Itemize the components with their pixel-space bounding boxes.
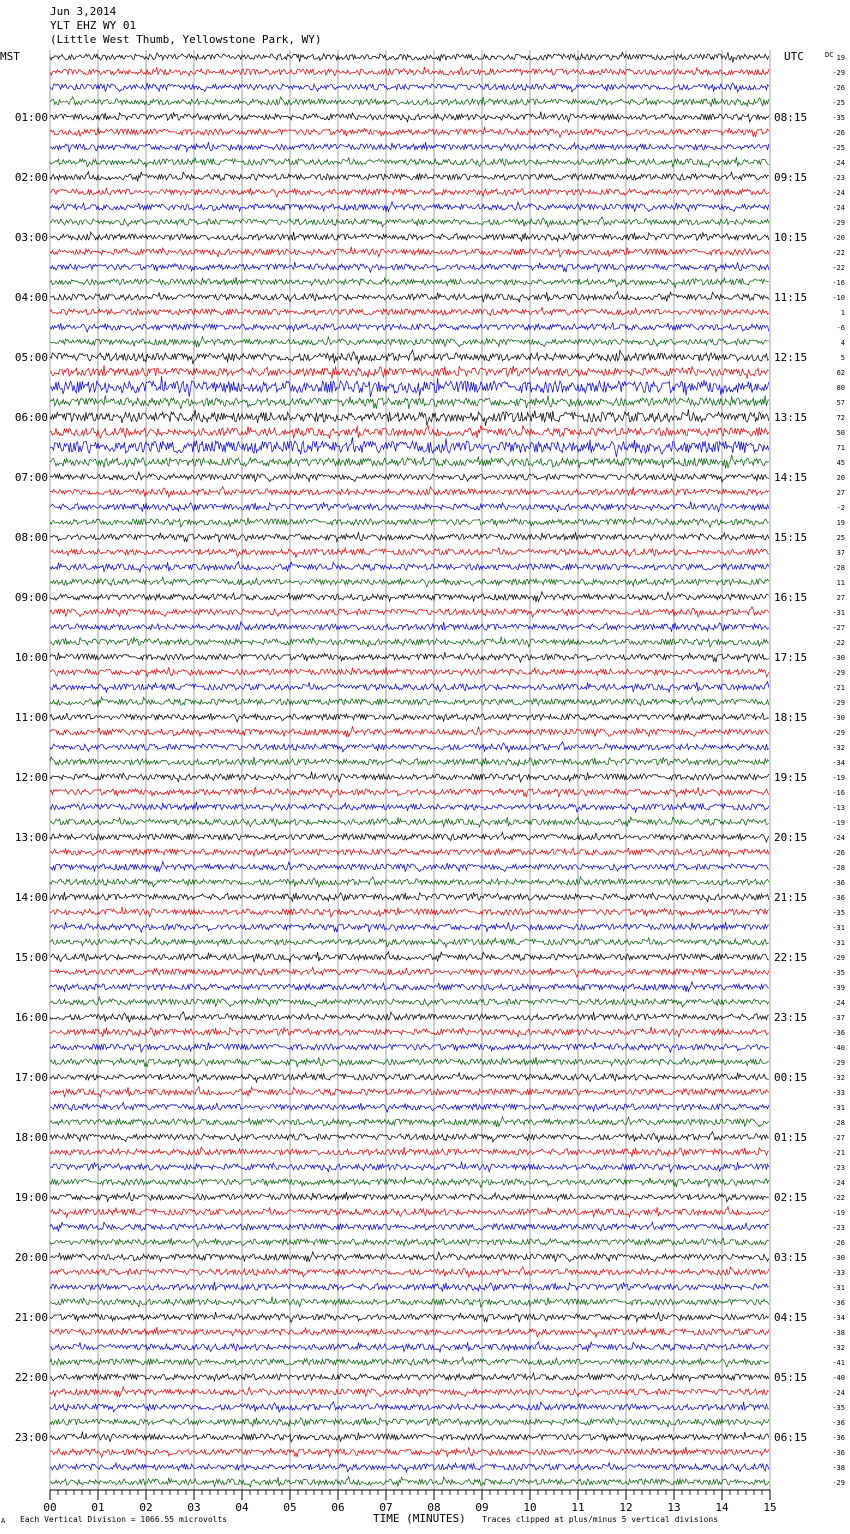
dc-offset-value: -30 <box>832 714 845 722</box>
dc-offset-value: -26 <box>832 849 845 857</box>
trace-row <box>50 365 769 379</box>
trace-row <box>50 1177 769 1187</box>
right-hour-label: 22:15 <box>774 951 808 964</box>
dc-offset-value: -35 <box>832 1404 845 1412</box>
x-tick-label: 08 <box>427 1501 441 1514</box>
trace-row <box>50 922 769 932</box>
trace-row <box>50 697 769 706</box>
dc-offset-value: -27 <box>832 1134 845 1142</box>
trace-row <box>50 502 769 512</box>
trace-row <box>50 487 769 497</box>
dc-offset-value: -24 <box>832 834 845 842</box>
trace-row <box>50 472 769 482</box>
left-hour-label: 04:00 <box>14 291 48 304</box>
dc-offset-value: -6 <box>836 324 845 332</box>
trace-row <box>50 1027 769 1038</box>
trace-row <box>50 97 769 107</box>
trace-row <box>50 1447 769 1457</box>
trace-row <box>50 952 769 962</box>
dc-offset-value: -24 <box>832 189 845 197</box>
right-hour-label: 12:15 <box>774 351 808 364</box>
dc-offset-value: 37 <box>836 549 845 557</box>
trace-row <box>50 323 769 332</box>
trace-row <box>50 1222 769 1231</box>
dc-offset-value: 5 <box>840 354 845 362</box>
trace-row <box>50 848 769 856</box>
dc-offset-value: -33 <box>832 1269 845 1277</box>
x-tick-label: 03 <box>187 1501 201 1514</box>
dc-offset-value: 71 <box>836 444 845 452</box>
left-hour-label: 06:00 <box>14 411 48 424</box>
left-hour-label: 16:00 <box>14 1011 48 1024</box>
dc-offset-value: -22 <box>832 639 845 647</box>
dc-offset-value: -28 <box>832 864 845 872</box>
trace-row <box>50 1342 769 1352</box>
right-timezone-label: UTC <box>784 50 804 63</box>
dc-offset-value: 1 <box>840 309 845 317</box>
trace-row <box>50 1373 769 1381</box>
left-hour-label: 14:00 <box>14 891 48 904</box>
x-tick-label: 13 <box>667 1501 681 1514</box>
dc-offset-value: -28 <box>832 1119 845 1127</box>
x-axis <box>43 1490 776 1514</box>
trace-row <box>50 892 769 902</box>
trace-row <box>50 802 769 812</box>
right-hour-label: 09:15 <box>774 171 808 184</box>
trace-row <box>50 532 769 542</box>
trace-row <box>50 742 769 752</box>
dc-offset-value: -26 <box>832 129 845 137</box>
dc-offset-value: -35 <box>832 909 845 917</box>
left-hour-label: 15:00 <box>14 951 48 964</box>
dc-offset-value: -29 <box>832 669 845 677</box>
dc-offset-value: -40 <box>832 1044 845 1052</box>
right-hour-label: 03:15 <box>774 1251 808 1264</box>
dc-offset-value: -34 <box>832 1314 845 1322</box>
x-tick-label: 04 <box>235 1501 249 1514</box>
trace-row <box>50 937 769 947</box>
trace-row <box>50 337 769 347</box>
dc-offset-value: -40 <box>832 1374 845 1382</box>
trace-row <box>50 292 769 302</box>
trace-row <box>50 652 769 662</box>
dc-offset-value: -35 <box>832 114 845 122</box>
dc-offset-value: -37 <box>832 1014 845 1022</box>
right-hour-label: 19:15 <box>774 771 808 784</box>
dc-offset-value: -25 <box>832 99 845 107</box>
dc-offset-value: -23 <box>832 174 845 182</box>
trace-row <box>50 1387 769 1397</box>
trace-row <box>50 967 769 977</box>
trace-row <box>50 713 769 722</box>
right-hour-label: 01:15 <box>774 1131 808 1144</box>
x-tick-label: 02 <box>139 1501 153 1514</box>
dc-offset-value: 4 <box>840 339 845 347</box>
dc-offset-value: -22 <box>832 249 845 257</box>
right-hour-label: 00:15 <box>774 1071 808 1084</box>
trace-row <box>50 425 769 439</box>
trace-row <box>50 1297 769 1308</box>
trace-row <box>50 1238 769 1247</box>
trace-row <box>50 1282 769 1292</box>
trace-row <box>50 83 769 92</box>
plot-date: Jun 3,2014 <box>50 5 117 18</box>
trace-row <box>50 1132 769 1142</box>
trace-row <box>50 622 769 632</box>
dc-offset-value: -38 <box>832 1329 845 1337</box>
trace-row <box>50 637 769 648</box>
dc-offset-value: -26 <box>832 1239 845 1247</box>
trace-row <box>50 455 769 469</box>
x-tick-label: 00 <box>43 1501 57 1514</box>
dc-offset-value: -22 <box>832 1194 845 1202</box>
x-tick-label: 15 <box>763 1501 777 1514</box>
trace-row <box>50 907 769 917</box>
dc-offset-value: 50 <box>836 429 845 437</box>
dc-offset-value: -39 <box>832 984 845 992</box>
x-tick-label: 06 <box>331 1501 345 1514</box>
dc-offset-value: -30 <box>832 1254 845 1262</box>
dc-offset-value: 27 <box>836 489 845 497</box>
dc-offset-value: 20 <box>836 474 845 482</box>
x-tick-label: 14 <box>715 1501 729 1514</box>
clip-note: Traces clipped at plus/minus 5 vertical divisions <box>482 1515 719 1524</box>
dc-offset-value: 80 <box>836 384 845 392</box>
trace-row <box>50 727 769 737</box>
trace-row <box>50 232 769 242</box>
left-timezone-label: MST <box>0 50 20 63</box>
left-hour-label: 13:00 <box>14 831 48 844</box>
dc-offset-value: -36 <box>832 1449 845 1457</box>
trace-row <box>50 592 769 602</box>
trace-row <box>50 817 769 827</box>
right-hour-label: 02:15 <box>774 1191 808 1204</box>
right-hour-label: 23:15 <box>774 1011 808 1024</box>
dc-offset-value: -27 <box>832 624 845 632</box>
dc-offset-value: -31 <box>832 1104 845 1112</box>
dc-offset-value: -10 <box>832 294 845 302</box>
right-hour-label: 05:15 <box>774 1371 808 1384</box>
dc-offset-value: -25 <box>832 144 845 152</box>
trace-row <box>50 1432 769 1442</box>
dc-offset-value: -36 <box>832 1434 845 1442</box>
trace-row <box>50 395 769 409</box>
dc-offset-value: -36 <box>832 894 845 902</box>
right-hour-label: 10:15 <box>774 231 808 244</box>
dc-offset-value: -21 <box>832 1149 845 1157</box>
left-hour-label: 01:00 <box>14 111 48 124</box>
dc-offset-value: -20 <box>832 234 845 242</box>
right-hour-label: 13:15 <box>774 411 808 424</box>
dc-offset-value: 62 <box>836 369 845 377</box>
trace-row <box>50 607 769 617</box>
dc-offset-value: -22 <box>832 264 845 272</box>
dc-offset-value: -31 <box>832 1284 845 1292</box>
trace-row <box>50 262 769 272</box>
trace-row <box>50 667 769 677</box>
trace-row <box>50 1147 769 1157</box>
dc-offset-value: -32 <box>832 1344 845 1352</box>
dc-offset-value: 25 <box>836 534 845 542</box>
trace-row <box>50 1207 769 1218</box>
left-hour-label: 11:00 <box>14 711 48 724</box>
dc-offset-value: -24 <box>832 204 845 212</box>
right-hour-label: 11:15 <box>774 291 808 304</box>
dc-offset-value: -16 <box>832 279 845 287</box>
right-hour-label: 21:15 <box>774 891 808 904</box>
station-location: (Little West Thumb, Yellowstone Park, WY) <box>50 33 322 46</box>
trace-row <box>50 1267 769 1277</box>
dc-offset-value: -24 <box>832 1389 845 1397</box>
right-hour-label: 17:15 <box>774 651 808 664</box>
dc-offset-value: -36 <box>832 1029 845 1037</box>
dc-offset-value: -19 <box>832 774 845 782</box>
trace-row <box>50 188 769 197</box>
dc-offset-value: -34 <box>832 759 845 767</box>
right-hour-label: 04:15 <box>774 1311 808 1324</box>
trace-row <box>50 517 769 527</box>
dc-offset-value: 27 <box>836 594 845 602</box>
dc-offset-value: -29 <box>832 954 845 962</box>
dc-offset-value: -23 <box>832 1224 845 1232</box>
trace-row <box>50 577 769 587</box>
dc-offset-value: -30 <box>832 654 845 662</box>
trace-row <box>50 562 769 572</box>
x-tick-label: 09 <box>475 1501 489 1514</box>
left-hour-label: 23:00 <box>14 1431 48 1444</box>
dc-offset-value: -13 <box>832 804 845 812</box>
left-hour-label: 07:00 <box>14 471 48 484</box>
trace-row <box>50 127 769 137</box>
dc-offset-value: 72 <box>836 414 845 422</box>
dc-offset-value: 11 <box>836 579 845 587</box>
dc-offset-value: -21 <box>832 684 845 692</box>
dc-offset-value: -36 <box>832 1299 845 1307</box>
trace-row <box>50 142 769 152</box>
trace-row <box>50 862 769 872</box>
trace-row <box>50 1057 769 1067</box>
dc-offset-value: -36 <box>832 879 845 887</box>
dc-offset-value: -29 <box>832 729 845 737</box>
dc-offset-value: -28 <box>832 564 845 572</box>
trace-row <box>50 982 769 992</box>
trace-row <box>50 52 769 62</box>
x-tick-label: 01 <box>91 1501 105 1514</box>
trace-row <box>50 682 769 693</box>
dc-offset-value: -29 <box>832 219 845 227</box>
left-hour-label: 03:00 <box>14 231 48 244</box>
trace-row <box>50 787 769 797</box>
trace-row <box>50 409 769 425</box>
trace-row <box>50 67 769 76</box>
dc-offset-value: -31 <box>832 924 845 932</box>
trace-row <box>50 247 769 258</box>
seismic-traces <box>50 52 769 1487</box>
dc-offset-value: -36 <box>832 1419 845 1427</box>
dc-offset-value: -19 <box>832 1209 845 1217</box>
right-hour-label: 15:15 <box>774 531 808 544</box>
left-hour-label: 12:00 <box>14 771 48 784</box>
right-hour-label: 16:15 <box>774 591 808 604</box>
trace-row <box>50 157 769 167</box>
dc-offset-value: 45 <box>836 459 845 467</box>
right-hour-label: 20:15 <box>774 831 808 844</box>
trace-row <box>50 1192 769 1202</box>
x-axis-title: TIME (MINUTES) <box>373 1512 466 1525</box>
left-hour-label: 09:00 <box>14 591 48 604</box>
footer-mark: A <box>1 1517 6 1525</box>
trace-row <box>50 1117 769 1127</box>
trace-row <box>50 1327 769 1337</box>
dc-offset-value: -29 <box>832 1479 845 1487</box>
left-hour-label: 05:00 <box>14 351 48 364</box>
right-hour-labels <box>774 111 807 1444</box>
left-hour-label: 22:00 <box>14 1371 48 1384</box>
dc-offset-labels <box>832 54 845 1487</box>
dc-offset-value: -33 <box>832 1089 845 1097</box>
trace-row <box>50 1477 769 1487</box>
dc-offset-value: -38 <box>832 1464 845 1472</box>
trace-row <box>50 1072 769 1082</box>
dc-offset-value: -41 <box>832 1359 845 1367</box>
dc-offset-value: -31 <box>832 609 845 617</box>
dc-offset-value: -32 <box>832 744 845 752</box>
right-hour-label: 14:15 <box>774 471 808 484</box>
trace-row <box>50 112 769 123</box>
trace-row <box>50 202 769 212</box>
scale-note: Each Vertical Division = 1066.55 microvolts <box>20 1515 228 1524</box>
trace-row <box>50 757 769 767</box>
dc-offset-value: -32 <box>832 1074 845 1082</box>
trace-row <box>50 832 769 842</box>
left-hour-label: 19:00 <box>14 1191 48 1204</box>
trace-row <box>50 1012 769 1022</box>
trace-row <box>50 1312 769 1322</box>
x-tick-label: 07 <box>379 1501 393 1514</box>
trace-row <box>50 1087 769 1097</box>
dc-offset-value: -24 <box>832 159 845 167</box>
dc-offset-header: DC <box>825 51 834 59</box>
dc-offset-value: -2 <box>836 504 845 512</box>
left-hour-labels <box>15 111 48 1444</box>
trace-row <box>50 307 769 316</box>
left-hour-label: 21:00 <box>14 1311 48 1324</box>
trace-row <box>50 997 769 1007</box>
right-hour-label: 06:15 <box>774 1431 808 1444</box>
trace-row <box>50 217 769 227</box>
trace-row <box>50 877 769 887</box>
dc-offset-value: 19 <box>836 54 845 62</box>
trace-row <box>50 1462 769 1472</box>
trace-row <box>50 772 769 783</box>
trace-row <box>50 172 769 182</box>
right-hour-label: 08:15 <box>774 111 808 124</box>
dc-offset-value: 19 <box>836 519 845 527</box>
trace-row <box>50 1162 769 1173</box>
left-hour-label: 20:00 <box>14 1251 48 1264</box>
trace-row <box>50 1102 769 1112</box>
trace-row <box>50 350 769 364</box>
x-tick-label: 12 <box>619 1501 633 1514</box>
dc-offset-value: -29 <box>832 69 845 77</box>
dc-offset-value: -16 <box>832 789 845 797</box>
dc-offset-value: -35 <box>832 969 845 977</box>
dc-offset-value: -31 <box>832 939 845 947</box>
left-hour-label: 18:00 <box>14 1131 48 1144</box>
left-hour-label: 08:00 <box>14 531 48 544</box>
trace-row <box>50 1402 769 1412</box>
trace-row <box>50 1357 769 1367</box>
trace-row <box>50 376 769 397</box>
left-hour-label: 10:00 <box>14 651 48 664</box>
x-tick-label: 11 <box>571 1501 585 1514</box>
trace-row <box>50 1417 769 1427</box>
dc-offset-value: -23 <box>832 1164 845 1172</box>
dc-offset-value: -26 <box>832 84 845 92</box>
trace-row <box>50 1042 769 1052</box>
dc-offset-value: -29 <box>832 1059 845 1067</box>
left-hour-label: 17:00 <box>14 1071 48 1084</box>
x-tick-label: 05 <box>283 1501 297 1514</box>
trace-row <box>50 1252 769 1262</box>
trace-row <box>50 547 769 557</box>
dc-offset-value: -19 <box>832 819 845 827</box>
dc-offset-value: -29 <box>832 699 845 707</box>
left-hour-label: 02:00 <box>14 171 48 184</box>
trace-row <box>50 437 769 457</box>
trace-row <box>50 277 769 287</box>
right-hour-label: 18:15 <box>774 711 808 724</box>
station-code: YLT EHZ WY 01 <box>50 19 137 32</box>
x-tick-label: 10 <box>523 1501 537 1514</box>
dc-offset-value: 57 <box>836 399 845 407</box>
dc-offset-value: -24 <box>832 1179 845 1187</box>
dc-offset-value: -24 <box>832 999 845 1007</box>
